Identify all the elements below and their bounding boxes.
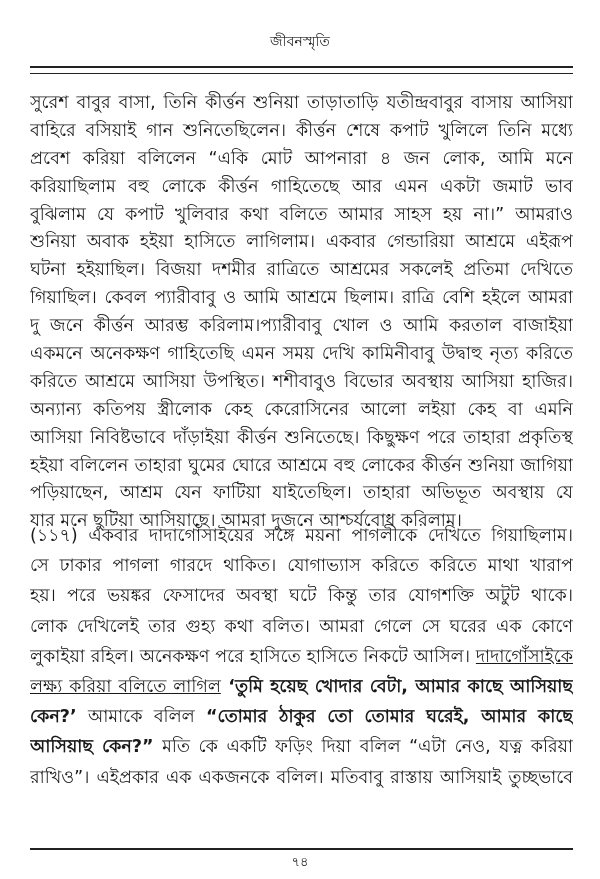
text-line: রাখিও”। এইপ্রকার এক একজনকে বলিল। মতিবাবু রাস্তায় আসিয়াই তুচ্ছভাবে: [30, 767, 573, 788]
text-line: বুঝিলাম যে কপাট খুলিবার কথা বলিতে আমার সাহস হয় না।” আমরাও: [30, 204, 573, 225]
text-line: প্রবেশ করিয়া বলিলেন “একি মোট আপনারা ৪ জন লোক, আমি মনে: [30, 148, 573, 169]
text-line: করিতে আশ্রমে আসিয়া উপস্থিত। শশীবাবুও বিভোর অবস্থায় আসিয়া হাজির।: [30, 371, 573, 392]
text-line: [30, 732, 573, 762]
text-segment: লুকাইয়া রহিল। অনেকক্ষণ পরে হাসিতে হাসিতে নিকটে আসিল।: [30, 646, 476, 667]
bold-quote: “তোমার ঠাকুর তো তোমার ঘরেই, আমার কাছে: [206, 707, 573, 728]
underlined-text: লক্ষ্য করিয়া বলিতে লাগিল: [30, 676, 221, 697]
paragraph-1: [30, 90, 573, 536]
text-line: [30, 642, 573, 672]
text-line: বাহিরে বসিয়াই গান শুনিতেছিলেন। কীর্ত্তন শেষে কপাট খুলিলে তিনি মধ্যে: [30, 120, 573, 141]
text-segment: আমাকে বলিল: [76, 707, 207, 728]
header-rule-thin: [30, 73, 573, 74]
page-number: ৭৪: [291, 855, 309, 870]
text-line: আসিয়া নিবিষ্টভাবে দাঁড়াইয়া কীর্ত্তন শুনিতেছে। কিছুক্ষণ পরে তাহারা প্রকৃতিস্থ: [30, 427, 573, 448]
header-rule: [30, 66, 573, 68]
text-line: সুরেশ বাবুর বাসা, তিনি কীর্ত্তন শুনিয়া তাড়াতাড়ি যতীন্দ্রবাবুর বাসায় আসিয়া: [30, 93, 573, 113]
bold-quote: আসিয়াছ কেন?”: [30, 737, 154, 758]
text-line: [30, 672, 573, 702]
bold-quote: কেন?’: [30, 707, 77, 728]
text-line: একমনে অনেকক্ষণ গাহিতেছি এমন সময় দেখি কামিনীবাবু উদ্বাহু নৃত্য করিতে: [30, 344, 573, 365]
text-line: করিয়াছিলাম বহু লোকে কীর্ত্তন গাহিতেছে আর এমন একটা জমাট ভাব: [30, 176, 573, 197]
paragraph-2: [30, 521, 573, 793]
bold-quote: ‘তুমি হয়েছ খোদার বেটা, আমার কাছে আসিয়াছ: [220, 676, 573, 697]
text-line: অন্যান্য কতিপয় স্ত্রীলোক কেহ কেরোসিনের আলো লইয়া কেহ বা এমনি: [30, 399, 573, 420]
text-line: হইয়া বলিলেন তাহারা ঘুমের ঘোরে আশ্রমে বহু লোকের কীর্ত্তন শুনিয়া জাগিয়া: [30, 455, 573, 476]
text-line: পড়িয়াছেন, আশ্রম যেন ফাটিয়া যাইতেছিল। তাহারা অভিভূত অবস্থায় যে: [30, 483, 573, 504]
text-line: যার মনে ছুটিয়া আসিয়াছে। আমরা দুজনে আশ্চর্যবোধ করিলাম।: [30, 511, 462, 532]
text-line: শুনিয়া অবাক হইয়া হাসিতে লাগিলাম। একবার গেন্ডারিয়া আশ্রমে এইরূপ: [30, 232, 573, 253]
text-line: [30, 702, 573, 732]
text-line: হয়। পরে ভয়ঙ্কর ফেসাদের অবস্থা ঘটে কিন্তু তার যোগশক্তি অটুট থাকে।: [30, 586, 573, 607]
text-line: লোক দেখিলেই তার গুহ্য কথা বলিত। আমরা গেলে সে ঘরের এক কোণে: [30, 616, 573, 637]
footer-rule: [30, 848, 573, 850]
text-segment: মতি কে একটি ফড়িং দিয়া বলিল “এটা নেও, যত্ন করিয়া: [153, 737, 573, 758]
text-line: দু জনে কীর্ত্তন আরম্ভ করিলাম।প্যারীবাবু খোল ও আমি করতাল বাজাইয়া: [30, 316, 573, 337]
text-line: সে ঢাকার পাগলা গারদে থাকিত। যোগাভ্যাস করিতে করিতে মাথা খারাপ: [30, 556, 573, 577]
running-header: জীবনস্মৃতি: [270, 34, 330, 50]
text-line: (১১৭) একবার দাদাগোঁসাইয়ের সঙ্গে ময়না পাগলীকে দেখিতে গিয়াছিলাম।: [30, 526, 573, 546]
text-line: ঘটনা হইয়াছিল। বিজয়া দশমীর রাত্রিতে আশ্রমের সকলেই প্রতিমা দেখিতে: [30, 260, 573, 281]
text-line: গিয়াছিল। কেবল প্যারীবাবু ও আমি আশ্রমে ছিলাম। রাত্রি বেশি হইলে আমরা: [30, 288, 573, 309]
underlined-text: দাদাগোঁসাইকে: [475, 646, 573, 667]
